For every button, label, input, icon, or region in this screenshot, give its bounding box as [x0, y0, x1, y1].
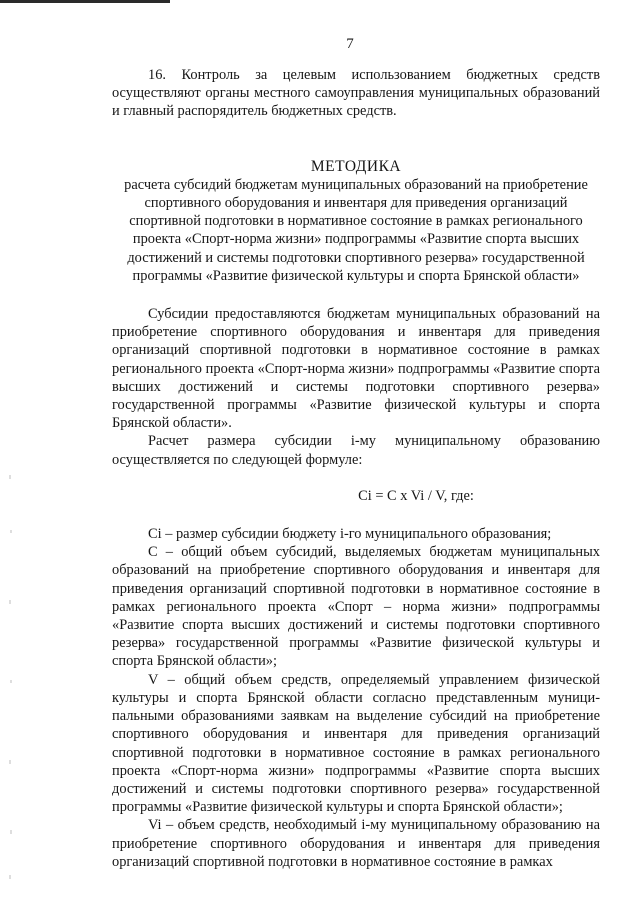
paragraph-calculation: Расчет размера субсидии i-му муниципальному образованию осуществляется по следующей формуле:	[112, 433, 600, 468]
spacer	[112, 469, 600, 487]
definition-ci: Ci – размер субсидии бюджету i-го муниципального образования;	[148, 526, 552, 543]
scan-margin-marks	[8, 470, 18, 890]
definition-c: C – общий объем субсидий, выделяемых бюджетам муниципальных образований на приобретение спортивного оборудования и инвентаря для приведения организаций спортивной подготовки в нормативное состояние в рамках регионального проекта «Спорт – норма жизни» подпрограммы «Развитие спорта высших достижений и системы подготовки спортивного резерва» государственной программы «Развитие физической культуры и спорта Брянской области»;	[112, 544, 600, 670]
spacer	[112, 121, 600, 158]
methodology-title: МЕТОДИКА	[310, 157, 402, 175]
paragraph-intro: Субсидии предоставляются бюджетам муниципальных образований на приобретение спортивного оборудования и инвентаря для приведения организаций спортивной подготовки в нормативное состояние в рамках регионального проекта «Спорт-норма жизни» подпрограммы «Развитие спорта высших достижений и системы подготовки спортивного резерва» государственной программы «Развитие физической культуры и спорта Брянской области».	[112, 306, 600, 432]
top-rule	[0, 0, 170, 3]
formula: Ci = C x Vi / V, где:	[358, 487, 474, 504]
document-body	[112, 66, 600, 871]
clause-16: 16. Контроль за целевым использованием бюджетных средств осуществляют органы местного самоуправления муниципальных образований и главный распорядитель бюджетных средств.	[112, 67, 600, 120]
methodology-subtitle: расчета субсидий бюджетам муниципальных образований на приобретение спортивного оборудования и инвентаря для приведения организаций спортивной подготовки в нормативное состояние в рамках регионального проекта «Спорт-норма жизни» подпрограммы «Развитие спорта высших достижений и системы подготовки спортивного резерва» государственной программы «Развитие физической культуры и спорта Брянской области»	[124, 176, 588, 284]
definition-vi: Vi – объем средств, необходимый i-му муниципальному образованию на приобретение спортивного оборудования и инвентаря для приведения организаций спортивной подготовки в нормативное состояние в рамках	[112, 817, 600, 870]
definition-v: V – общий объем средств, определяемый управлением физической культуры и спорта Брянской области согласно представленным муниципальными образованиями заявкам на выделение субсидий на приобретение спортивного оборудования и инвентаря для приведения организаций спортивной подготовки в нормативное состояние в рамках регионального проекта «Спорт-норма жизни» подпрограммы «Развитие спорта высших достижений и системы подготовки спортивного резерва» государственной программы «Развитие физической культуры и спорта Брянской области»;	[112, 671, 600, 816]
spacer	[112, 505, 600, 525]
spacer	[112, 285, 600, 305]
page-number: 7	[346, 36, 354, 52]
